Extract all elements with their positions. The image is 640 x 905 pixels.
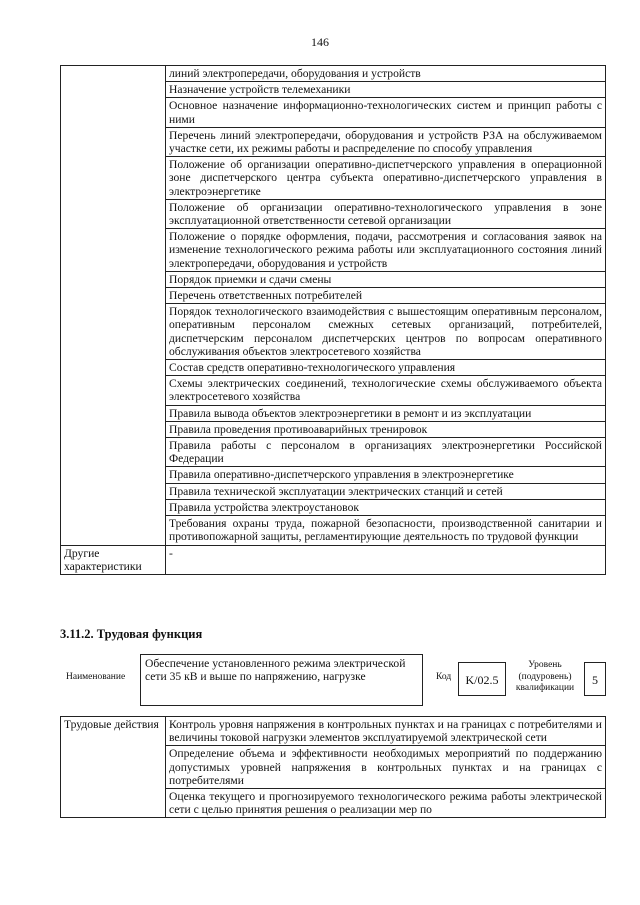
code-label: Код [436,672,452,682]
level-label: Уровень (подуровень) квалификации [515,660,575,693]
knowledge-item: Правила вывода объектов электроэнергетики в ремонт и из эксплуатации [166,405,606,421]
knowledge-item: Правила технической эксплуатации электрических станций и сетей [166,483,606,499]
knowledge-item: Правила устройства электроустановок [166,499,606,515]
knowledge-item: Положение об организации оперативно-технологического управления в зоне эксплуатационной ответственности сетевой организации [166,199,606,228]
knowledge-item: Схемы электрических соединений, технологические схемы обслуживаемого объекта электросетевого хозяйства [166,376,606,405]
other-characteristics-value: - [166,545,606,574]
action-item: Оценка текущего и прогнозируемого технологического режима работы электрической сети с целью принятия решения о реализации мер по [166,789,606,818]
table-row [61,717,606,746]
knowledge-item: Правила проведения противоаварийных тренировок [166,421,606,437]
function-level: 5 [584,662,606,696]
section-title: 3.11.2. Трудовая функция [60,627,203,641]
knowledge-item: Правила оперативно-диспетчерского управления в электроэнергетике [166,467,606,483]
knowledge-table [60,65,606,575]
table-row [61,545,606,574]
knowledge-item: Перечень ответственных потребителей [166,288,606,304]
action-item: Контроль уровня напряжения в контрольных пунктах и на границах с потребителями и величины токовой нагрузки элементов эксплуатируемой электрической сети [166,717,606,746]
action-item: Определение объема и эффективности необходимых мероприятий по поддержанию допустимых уровней напряжения в контрольных пунктах и на границах с потребителями [166,746,606,789]
knowledge-item: Требования охраны труда, пожарной безопасности, производственной санитарии и противопожарной защиты, регламентирующие деятельность по трудовой функции [166,516,606,545]
actions-label: Трудовые действия [61,717,166,818]
name-label: Наименование [66,672,126,682]
knowledge-item: Назначение устройств телемеханики [166,82,606,98]
knowledge-item: Правила работы с персоналом в организациях электроэнергетики Российской Федерации [166,438,606,467]
knowledge-item: Положение об организации оперативно-диспетчерского управления в операционной зоне диспетчерского центра субъекта оперативно-диспетчерского управления в электроэнергетике [166,157,606,200]
knowledge-item: Перечень линий электропередачи, оборудования и устройств РЗА на обслуживаемом участке сети, их режимы работы и распределение по способу управления [166,127,606,156]
actions-table [60,716,606,818]
knowledge-item: линий электропередачи, оборудования и устройств [166,66,606,82]
function-code: K/02.5 [458,662,506,696]
table-row [61,66,606,82]
function-header [60,650,606,712]
knowledge-item: Порядок технологического взаимодействия с вышестоящим оперативным персоналом, оперативным персоналом смежных сетевых организаций, потребителей, диспетчерским персоналом диспетчерских центров по вопросам оперативного обслуживания объектов электросетевого хозяйства [166,304,606,360]
page-number: 146 [311,35,329,49]
function-name: Обеспечение установленного режима электрической сети 35 кВ и выше по напряжению, нагрузке [140,654,423,706]
left-cell-empty [61,66,166,546]
knowledge-item: Состав средств оперативно-технологического управления [166,360,606,376]
knowledge-item: Основное назначение информационно-технологических систем и принцип работы с ними [166,98,606,127]
other-characteristics-label: Другие характеристики [61,545,166,574]
knowledge-item: Положение о порядке оформления, подачи, рассмотрения и согласования заявок на изменение технологического режима работы или эксплуатационного состояния линий электропередачи, оборудования и устройств [166,229,606,272]
knowledge-item: Порядок приемки и сдачи смены [166,271,606,287]
